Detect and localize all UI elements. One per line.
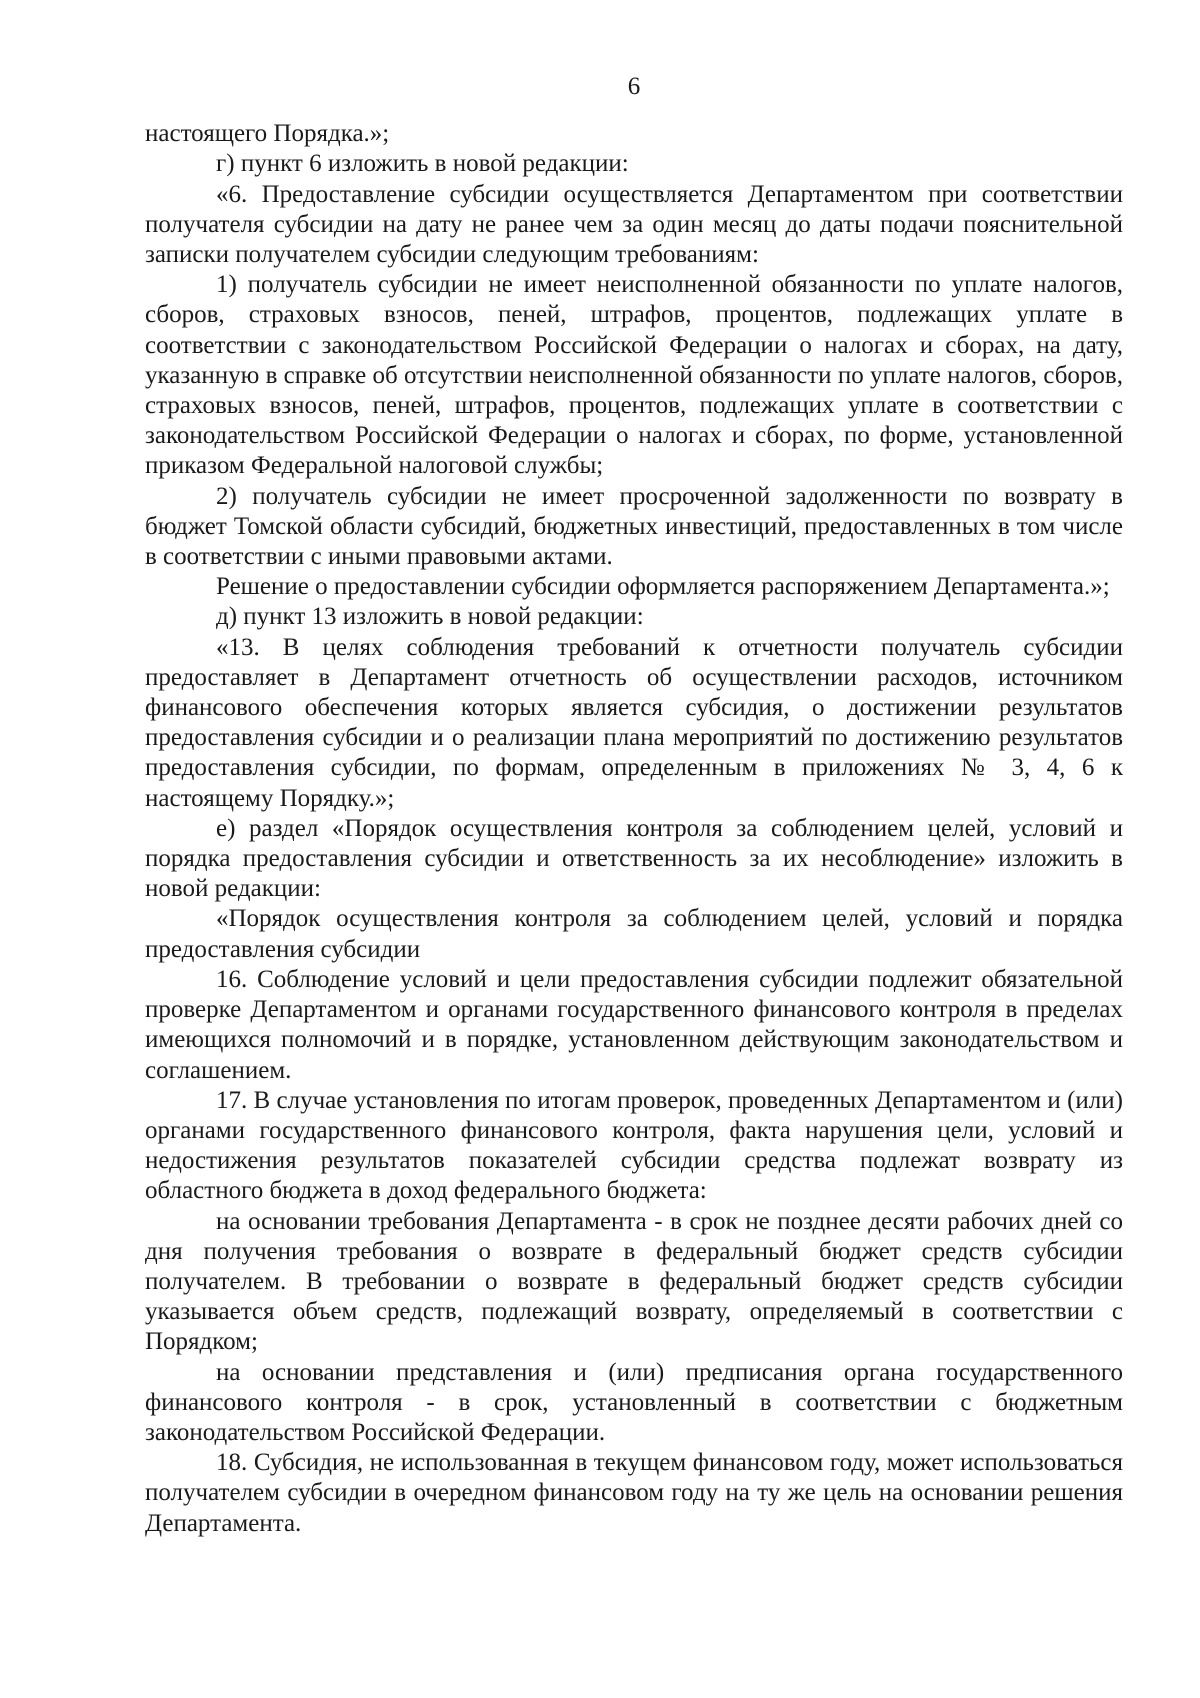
paragraph-requirement-1: 1) получатель субсидии не имеет неисполненной обязанности по уплате налогов, сборов, страховых взносов, пеней, штрафов, процентов, подлежащих уплате в соответствии с законодательством Российской Федерации о налогах и сборах, на дату, указанную в справке об отсутствии неисполненной обязанности по уплате налогов, сборов, страховых взносов, пеней, штрафов, процентов, подлежащих уплате в соответствии с законодательством Российской Федерации о налогах и сборах, по форме, установленной приказом Федеральной налоговой службы; — [145, 271, 1123, 480]
paragraph-representation-basis: на основании представления и (или) предписания органа государственного финансового контроля - в срок, установленный в соответствии с бюджетным законодательством Российской Федерации. — [145, 1358, 1123, 1446]
paragraph-item-d: д) пункт 13 изложить в новой редакции: — [216, 603, 644, 631]
paragraph-continuation: настоящего Порядка.»; — [145, 120, 390, 148]
page-number: 6 — [627, 73, 641, 100]
paragraph-point-16: 16. Соблюдение условий и цели предоставления субсидии подлежит обязательной проверке Департаментом и органами государственного финансового контроля в пределах имеющихся полномочий и в порядке, установленном действующим законодательством и соглашением. — [145, 965, 1123, 1084]
paragraph-decision: Решение о предоставлении субсидии оформляется распоряжением Департамента.»; — [216, 573, 1110, 601]
paragraph-point-13: «13. В целях соблюдения требований к отчетности получатель субсидии предоставляет в Департамент отчетность об осуществлении расходов, источником финансового обеспечения которых является субсидия, о достижении результатов предоставления субсидии и о реализации плана мероприятий по достижению результатов предоставления субсидии, по формам, определенным в приложениях № 3, 4, 6 к настоящему Порядку.»; — [145, 633, 1123, 812]
paragraph-point-18: 18. Субсидия, не использованная в текущем финансовом году, может использоваться получателем субсидии в очередном финансовом году на ту же цель на основании решения Департамента. — [145, 1449, 1123, 1537]
paragraph-point-6: «6. Предоставление субсидии осуществляется Департаментом при соответствии получателя субсидии на дату не ранее чем за один месяц до даты подачи пояснительной записки получателем субсидии следующим требованиям: — [145, 180, 1123, 269]
document-page — [145, 72, 1123, 1539]
paragraph-item-e: е) раздел «Порядок осуществления контроля за соблюдением целей, условий и порядка предоставления субсидии и ответственность за их несоблюдение» изложить в новой редакции: — [145, 814, 1123, 903]
paragraph-item-g: г) пункт 6 изложить в новой редакции: — [216, 150, 629, 178]
paragraph-requirement-basis: на основании требования Департамента - в срок не позднее десяти рабочих дней со дня получения требования о возврате в федеральный бюджет средств субсидии получателем. В требовании о возврате в федеральный бюджет средств субсидии указывается объем средств, подлежащий возврату, определяемый в соответствии с Порядком; — [145, 1207, 1123, 1356]
paragraph-requirement-2: 2) получатель субсидии не имеет просроченной задолженности по возврату в бюджет Томской области субсидий, бюджетных инвестиций, предоставленных в том числе в соответствии с иными правовыми актами. — [145, 482, 1123, 571]
paragraph-point-17: 17. В случае установления по итогам проверок, проведенных Департаментом и (или) органами государственного финансового контроля, факта нарушения цели, условий и недостижения результатов показателей субсидии средства подлежат возврату из областного бюджета в доход федерального бюджета: — [145, 1086, 1123, 1205]
paragraph-section-title: «Порядок осуществления контроля за соблюдением целей, условий и порядка предоставления субсидии — [145, 905, 1123, 963]
